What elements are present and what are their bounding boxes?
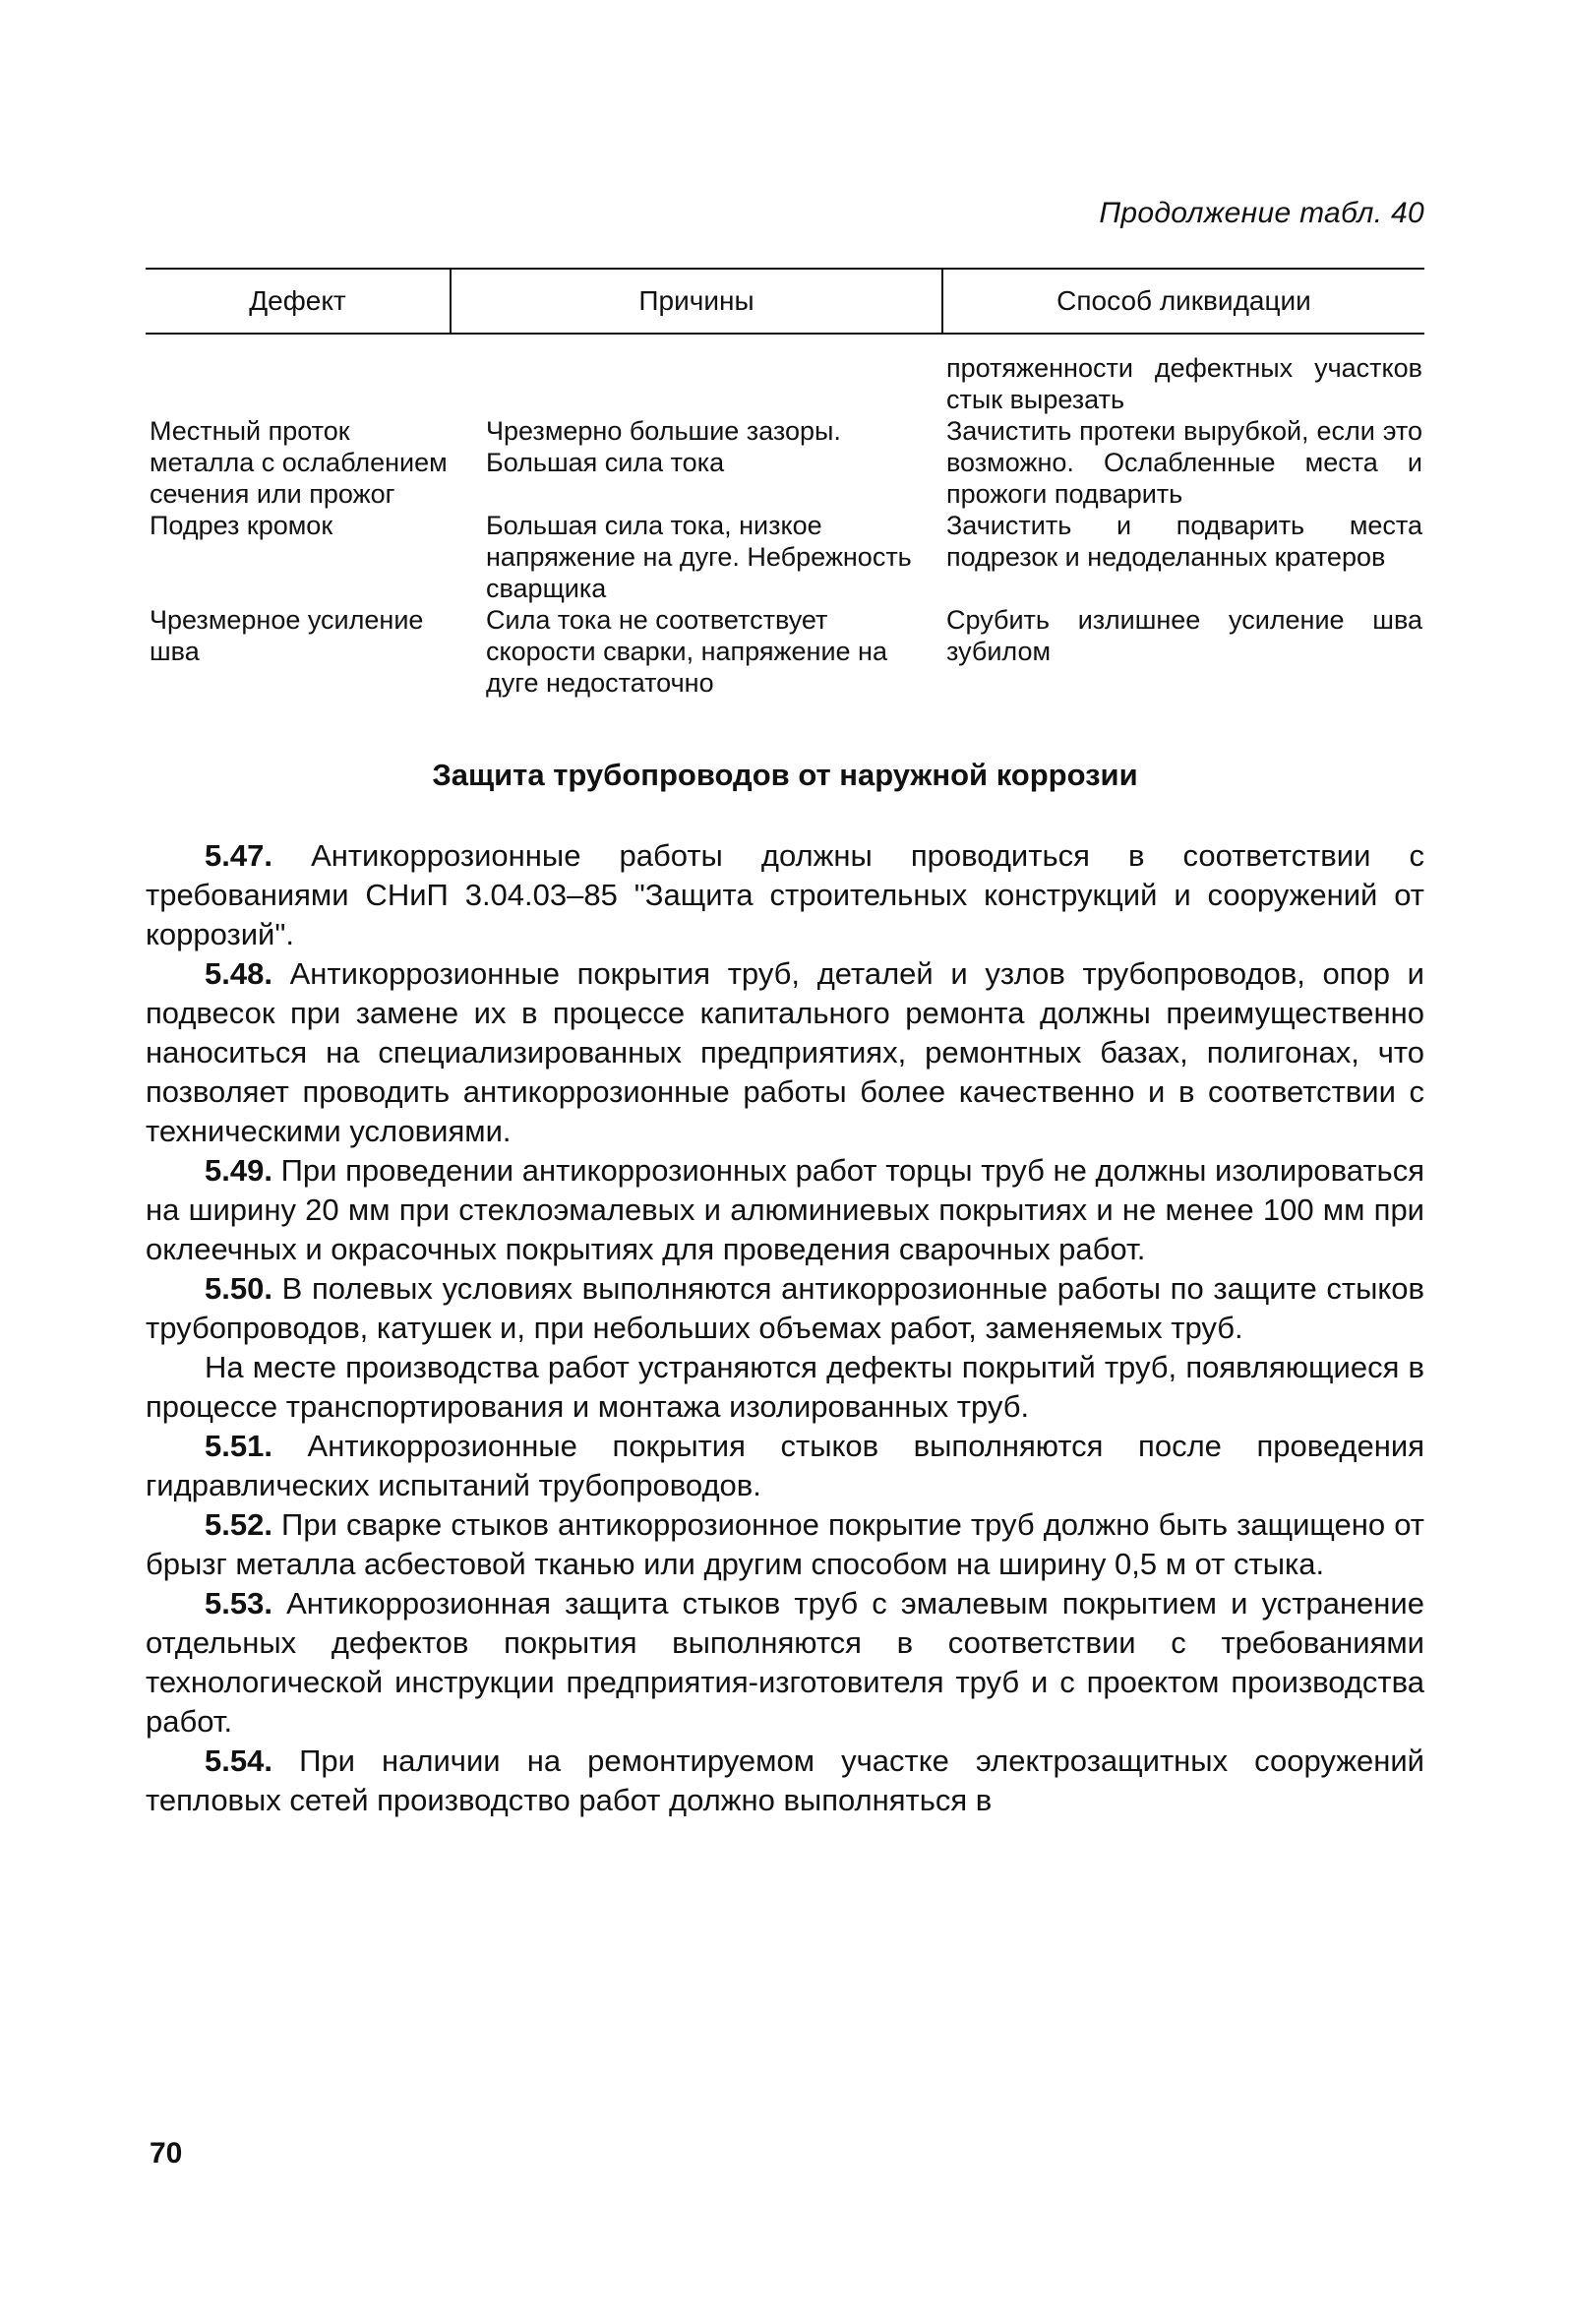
paragraph [146,1742,1424,1820]
document-page [146,197,1424,1820]
clause-number: 5.49. [205,1153,272,1188]
remedy-cell: Зачистить и подварить места подрезок и недоделанных кратеров [946,511,1422,572]
paragraph [146,836,1424,954]
defect-cell: Чрезмерное усиление шва [150,605,424,666]
table-row [146,604,1424,699]
paragraph [146,1427,1424,1505]
defect-cell: Местный проток металла с ослаблением сечения или прожог [150,416,448,509]
paragraph-text: При сварке стыков антикоррозионное покрытие труб должно быть защищено от брызг металла асбестовой тканью или другим способом на ширину 0,5 м от стыка. [146,1507,1424,1581]
causes-cell: Сила тока не соответствует скорости сварки, напряжение на дуге недостаточно [486,605,887,698]
paragraph [146,954,1424,1151]
section-body [146,836,1424,1820]
column-header-defect: Дефект [146,269,451,334]
column-header-causes: Причины [451,269,942,334]
paragraph-text: При проведении антикоррозионных работ торцы труб не должны изолироваться на ширину 20 мм при стеклоэмалевых и алюминиевых покрытиях и не менее 100 мм при оклеечных и окрасочных покрытиях для проведения сварочных работ. [146,1153,1424,1266]
paragraph [146,1505,1424,1584]
paragraph [146,1348,1424,1427]
clause-number: 5.48. [205,956,272,991]
clause-number: 5.54. [205,1743,272,1778]
paragraph [146,1584,1424,1742]
paragraph-text: В полевых условиях выполняются антикоррозионные работы по защите стыков трубопроводов, катушек и, при небольших объемах работ, заменяемых труб. [146,1271,1424,1345]
table-row [146,415,1424,510]
table-row-continued [146,352,1424,415]
clause-number: 5.53. [205,1586,272,1621]
section-heading: Защита трубопроводов от наружной коррозии [432,758,1138,792]
remedy-cell: Срубить излишнее усиление шва зубилом [946,605,1422,666]
defect-cell: Подрез кромок [150,511,333,540]
paragraph-text: Антикоррозионная защита стыков труб с эмалевым покрытием и устранение отдельных дефектов покрытия выполняются в соответствии с требованиями технологической инструкции предприятия-изготовителя труб и с проектом производства работ. [146,1586,1424,1739]
clause-number: 5.47. [205,838,272,873]
table-continuation-label: Продолжение табл. 40 [1099,197,1424,229]
causes-cell: Чрезмерно большие зазоры. Большая сила тока [486,416,841,477]
paragraph-text: Антикоррозионные покрытия труб, деталей и узлов трубопроводов, опор и подвесок при замене их в процессе капитального ремонта должны преимущественно наноситься на специализированных предприятиях, ремонтных базах, полигонах, что позволяет проводить антикоррозионные работы более качественно и в соответствии с техническими условиями. [146,956,1424,1148]
defects-table [146,268,1424,699]
paragraph [146,1269,1424,1348]
page-number: 70 [150,2137,183,2170]
paragraph-text: На месте производства работ устраняются дефекты покрытий труб, появляющиеся в процессе транспортирования и монтажа изолированных труб. [146,1350,1424,1424]
remedy-cell: Зачистить протеки вырубкой, если это возможно. Ослабленные места и прожоги подварить [946,416,1422,509]
causes-cell: Большая сила тока, низкое напряжение на дуге. Небрежность сварщика [486,511,912,603]
paragraph-text: При наличии на ремонтируемом участке электрозащитных сооружений тепловых сетей производство работ должно выполняться в [146,1743,1424,1817]
clause-number: 5.50. [205,1271,272,1306]
paragraph [146,1151,1424,1269]
paragraph-text: Антикоррозионные покрытия стыков выполняются после проведения гидравлических испытаний трубопроводов. [146,1429,1424,1502]
clause-number: 5.51. [205,1429,272,1463]
table-row [146,510,1424,604]
clause-number: 5.52. [205,1507,272,1542]
column-header-remedy: Способ ликвидации [942,269,1424,334]
paragraph-text: Антикоррозионные работы должны проводиться в соответствии с требованиями СНиП 3.04.03–85 "Защита строительных конструкций и сооружений от коррозий". [146,838,1424,951]
remedy-cell: протяженности дефектных участков стык вырезать [946,353,1422,414]
table-header-row [146,269,1424,334]
